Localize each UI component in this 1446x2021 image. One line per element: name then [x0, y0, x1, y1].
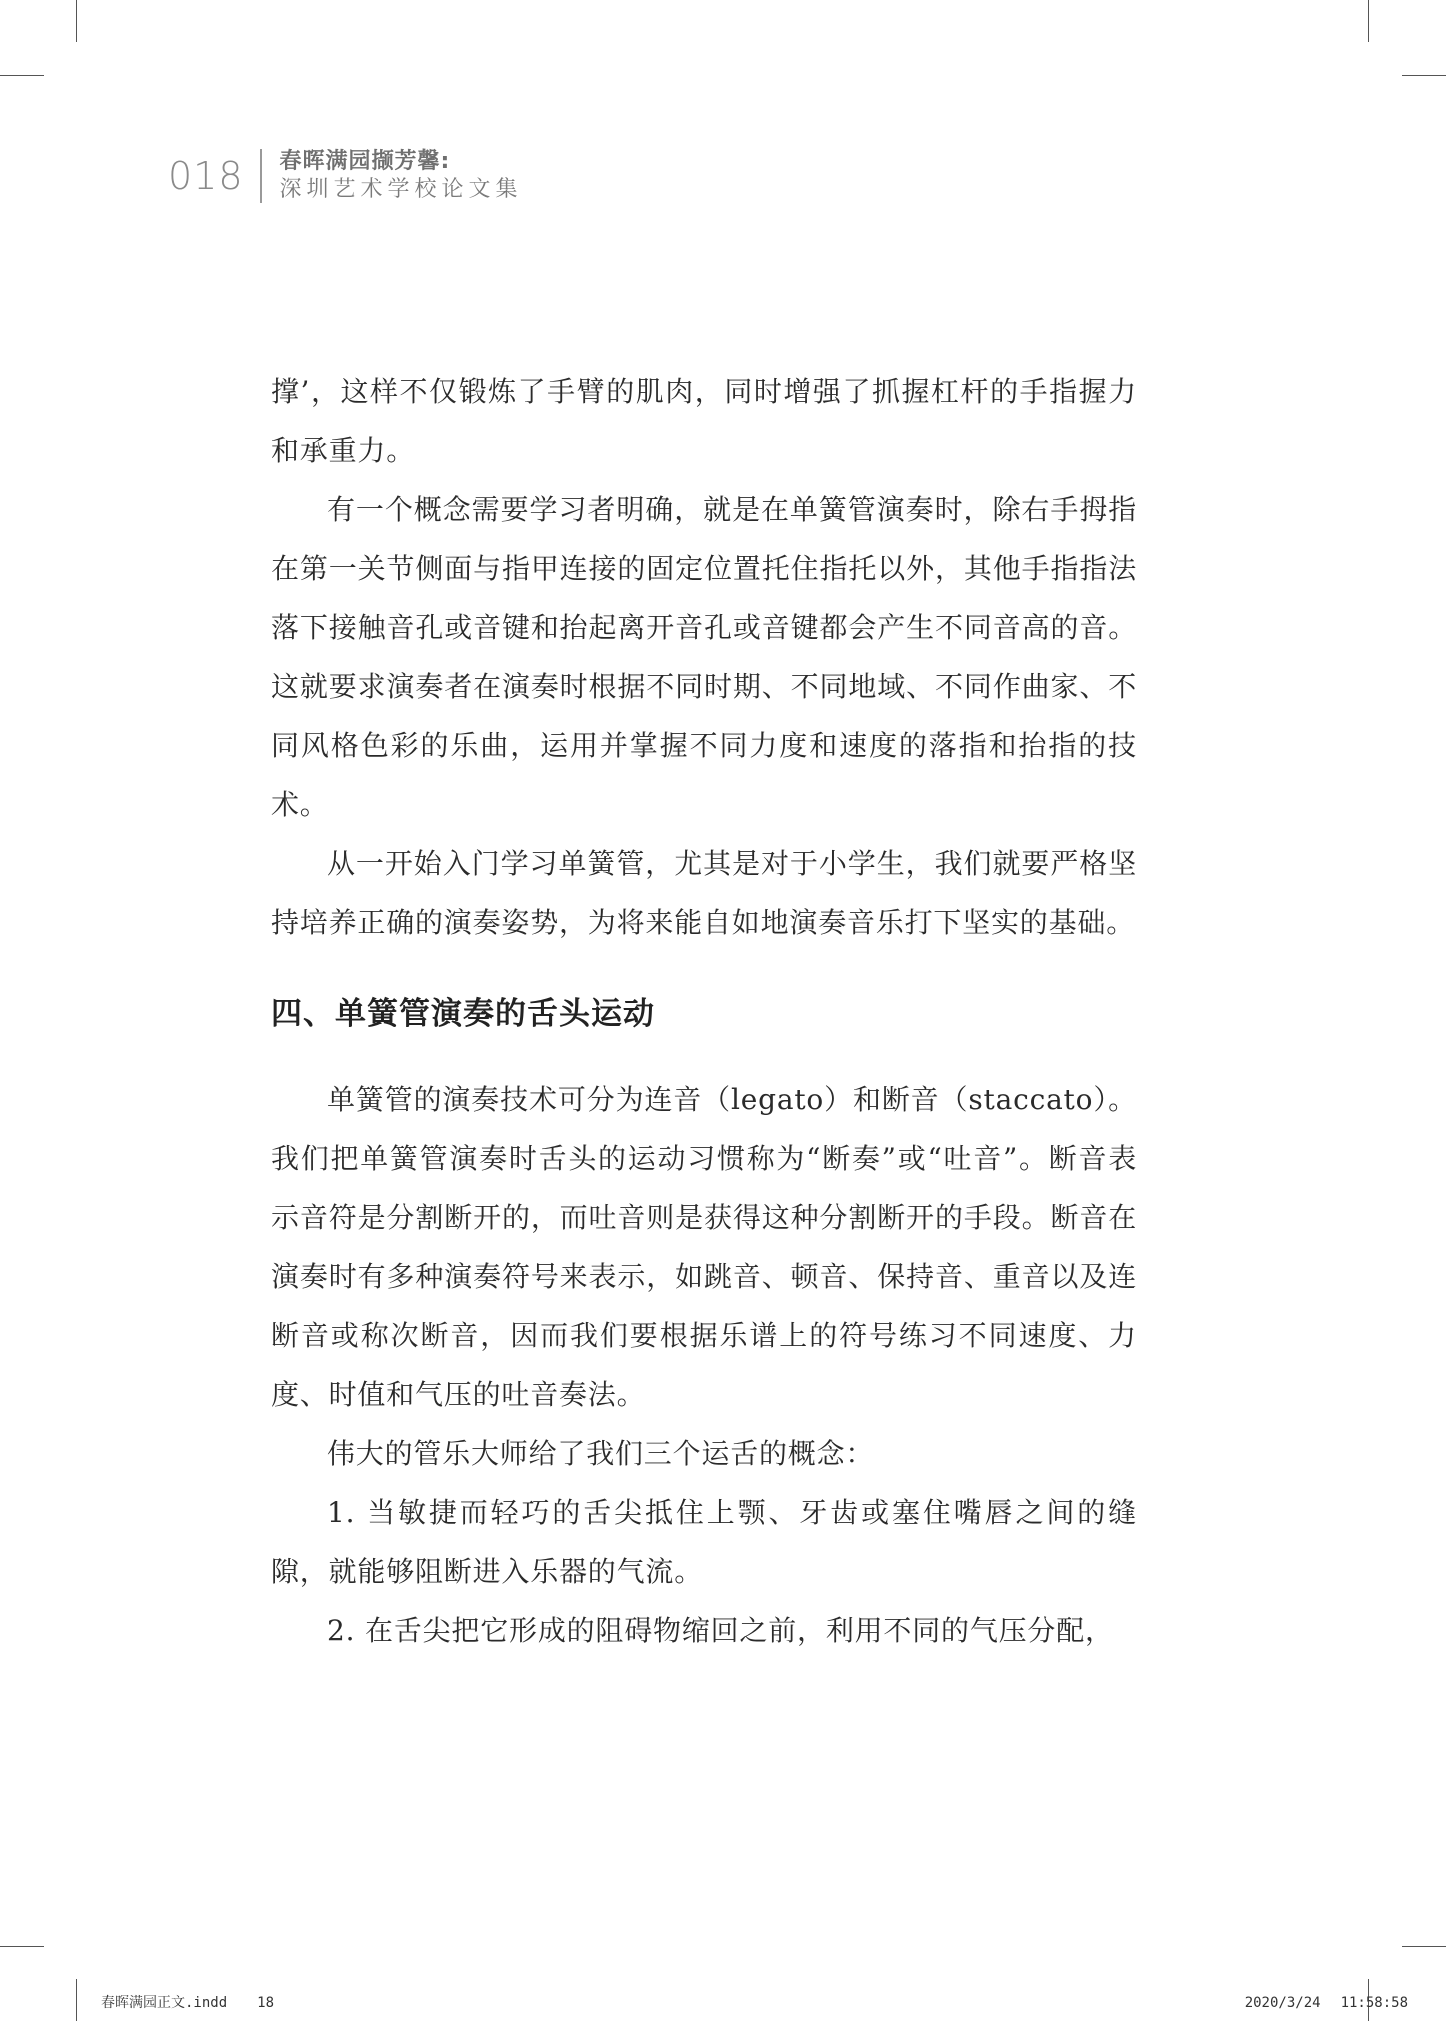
slug-page: 18 — [257, 1995, 275, 2011]
slug-left — [101, 1994, 274, 2012]
slug-time: 11:58:58 — [1340, 1995, 1408, 2011]
paragraph: 单簧管的演奏技术可分为连音（legato）和断音（staccato）。我们把单簧管演奏时舌头的运动习惯称为“断奏”或“吐音”。断音表示音符是分割断开的，而吐音则是获得这种分割断开的手段。断音在演奏时有多种演奏符号来表示，如跳音、顿音、保持音、重音以及连断音或称次断音，因而我们要根据乐谱上的符号练习不同速度、力度、时值和气压的吐音奏法。 — [271, 1083, 1137, 1411]
crop-mark-top-left-h — [0, 75, 44, 76]
section-heading: 四、单簧管演奏的舌头运动 — [271, 996, 655, 1032]
list-item: 2. 在舌尖把它形成的阻碍物缩回之前，利用不同的气压分配， — [327, 1614, 1114, 1647]
paragraph-continued: 撑’，这样不仅锻炼了手臂的肌肉，同时增强了抓握杠杆的手指握力和承重力。 — [271, 375, 1137, 467]
running-header — [168, 148, 523, 204]
header-divider — [260, 149, 262, 203]
book-subtitle: 深圳艺术学校论文集 — [279, 177, 523, 202]
book-title: 春晖满园撷芳馨: — [279, 149, 451, 174]
slug-file-name: 春晖满园正文.indd — [101, 1995, 228, 2011]
crop-mark-top-right — [1368, 0, 1369, 42]
crop-mark-bottom-left — [76, 1979, 77, 2021]
paragraph: 伟大的管乐大师给了我们三个运舌的概念： — [327, 1437, 875, 1470]
crop-mark-top-right-h — [1402, 75, 1446, 76]
slug-right — [1245, 1994, 1408, 2012]
paragraph: 有一个概念需要学习者明确，就是在单簧管演奏时，除右手拇指在第一关节侧面与指甲连接的固定位置托住指托以外，其他手指指法落下接触音孔或音键和抬起离开音孔或音键都会产生不同音高的音。这就要求演奏者在演奏时根据不同时期、不同地域、不同作曲家、不同风格色彩的乐曲，运用并掌握不同力度和速度的落指和抬指的技术。 — [271, 493, 1137, 821]
crop-mark-bottom-right-h — [1402, 1946, 1446, 1947]
list-item: 1. 当敏捷而轻巧的舌尖抵住上颚、牙齿或塞住嘴唇之间的缝隙，就能够阻断进入乐器的气流。 — [271, 1496, 1137, 1588]
paragraph: 从一开始入门学习单簧管，尤其是对于小学生，我们就要严格坚持培养正确的演奏姿势，为将来能自如地演奏音乐打下坚实的基础。 — [271, 847, 1137, 939]
page-number: 018 — [168, 154, 244, 198]
page-body — [271, 362, 1137, 1660]
crop-mark-top-left — [76, 0, 77, 42]
crop-mark-bottom-left-h — [0, 1946, 44, 1947]
slug-date: 2020/3/24 — [1244, 1995, 1321, 2011]
header-titles — [280, 148, 523, 204]
